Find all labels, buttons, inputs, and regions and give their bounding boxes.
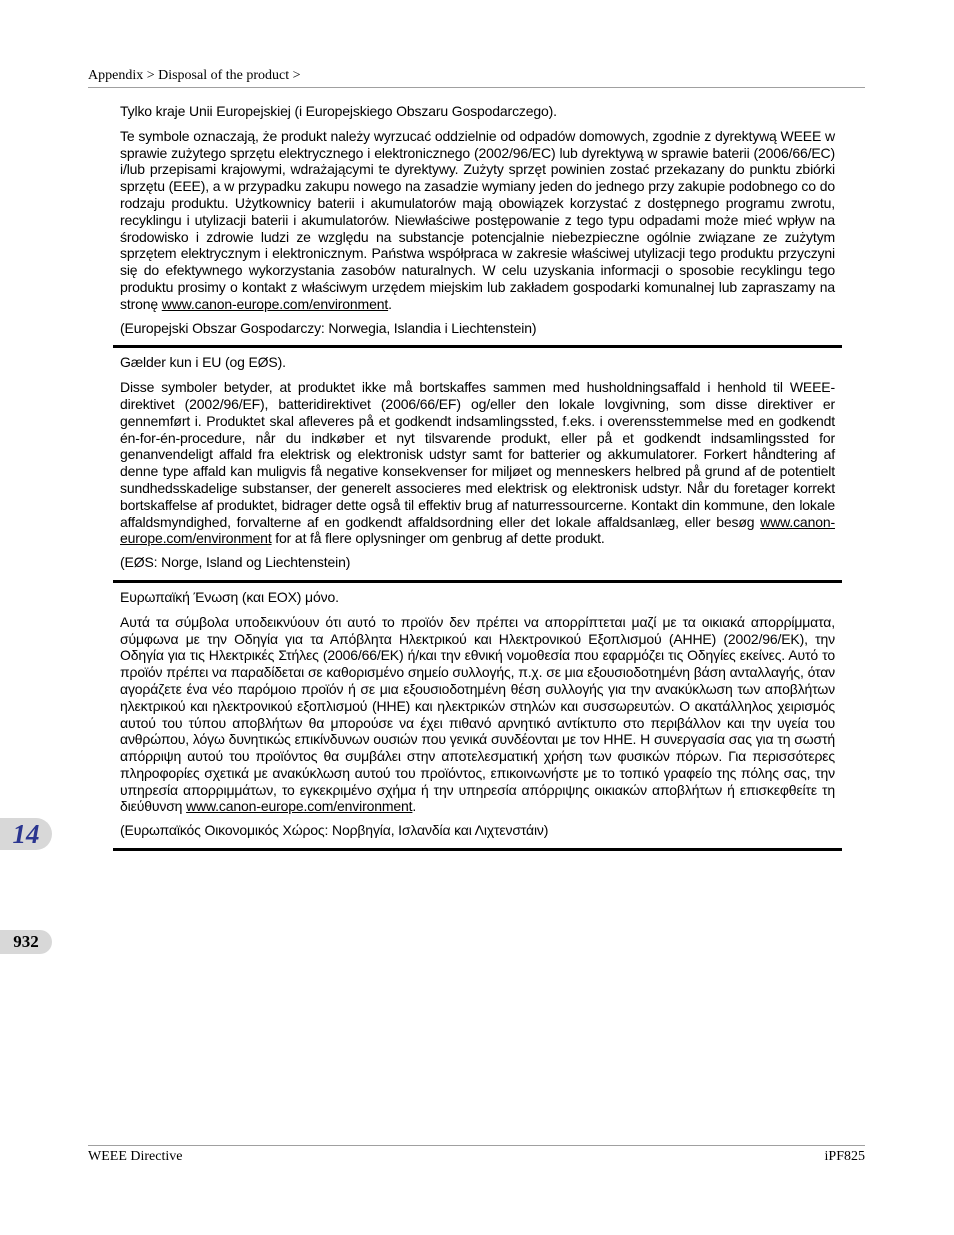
section-body: Αυτά τα σύμβολα υποδεικνύουν ότι αυτό το προϊόν δεν πρέπει να απορρίπτεται μαζί με τα οικιακά απορρίμματα, σύμφωνα με την Οδηγία για τα Απόβλητα Ηλεκτρικού και Ηλεκτρονικού Εξοπλισμού (ΑΗΗΕ) (2002/96/ΕΚ), την Οδηγία για τις Ηλεκτρικές Στήλες (2006/66/ΕΚ) ή/και την εθνική νομοθεσία που εφαρμόζει τις Οδηγίες εκείνες. Αυτό το προϊόν πρέπει να παραδίδεται σε καθορισμένο σημείο συλλογής, π.χ. σε μια εξουσιοδοτημένη βάση ανταλλαγής, όταν αγοράζετε ένα νέο παρόμοιο προϊόν ή σε μια εξουσιοδοτημένη θέση συλλογής για την ανακύκλωση των αποβλήτων ηλεκτρικού και ηλεκτρονικού εξοπλισμού (ΗΗΕ) και ηλεκτρικών στηλών και συσσωρευτών. Ο ακατάλληλος χειρισμός αυτού του τύπου αποβλήτων θα μπορούσε να έχει πιθανό αρνητικό αντίκτυπο στο περιβάλλον και την υγεία του ανθρώπου, λόγω δυνητικώς επικίνδυνων ουσιών που γενικά συνδέονται με τον ΗΗΕ. Η συνεργασία σας για τη σωστή απόρριψη αυτού του προϊόντος θα συμβάλει στην αποτελεσματική χρήση των φυσικών πόρων. Για περισσότερες πληροφορίες σχετικά με ανακύκλωση αυτού του προϊόντος, επικοινωνήστε με το τοπικό γραφείο της πόλης σας, την υπηρεσία απορριμμάτων, το εγκεκριμένο σχήμα ή την υπηρεσία απόρριψης οικιακών αποβλήτων ή επισκεφθείτε τη διεύθυνση www.canon-europe.com/environment. [120,613,835,815]
page-number: 932 [13,932,39,951]
section-heading: Tylko kraje Unii Europejskiej (i Europejskiego Obszaru Gospodarczego). [120,103,557,119]
page-footer [88,1145,865,1165]
section-footnote: (Ευρωπαϊκός Οικονομικός Χώρος: Νορβηγία, Ισλανδία και Λιχτενστάιν) [120,822,549,839]
environment-link[interactable]: www.canon-europe.com/environment [186,798,413,815]
footer-model-name: iPF825 [824,1149,865,1164]
breadcrumb-text: Appendix > Disposal of the product > [88,68,301,83]
section-footnote: (EØS: Norge, Island og Liechtenstein) [120,554,351,571]
section-heading: Gælder kun i EU (og EØS). [120,354,286,371]
page-number-tab [0,930,52,954]
section-body: Te symbole oznaczają, że produkt należy wyrzucać oddzielnie od odpadów domowych, zgodnie z dyrektywą WEEE w sprawie zużytego sprzętu elektrycznego i elektronicznego (2002/96/EC) lub dyrektywą w sprawie baterii (2006/66/EC) i/lub przepisami krajowymi, wdrażającymi te dyrektywy. Zużyty sprzęt powinien zostać przekazany do punktu zbiórki sprzętu (EEE), a w przypadku zakupu nowego na zasadzie wymiany jeden do jednego przy zakupie podobnego co do rodzaju produktu. Użytkownicy baterii i akumulatorów mają obowiązek korzystać z dostępnego programu zwrotu, recyklingu i utylizacji baterii i akumulatorów. Niewłaściwe postępowanie z tego typu odpadami może mieć wpływ na środowisko i zdrowie ludzi ze względu na substancje potencjalnie niebezpieczne ogólnie związane ze zużytym sprzętem elektrycznym i elektronicznym. Państwa współpraca w zakresie właściwej utylizacji tego produktu przyczyni się do efektywnego wykorzystania zasobów naturalnych. W celu uzyskania informacji o sposobie recyklingu tego produktu prosimy o kontakt z właściwym urzędem miejskim lub zakładem gospodarki komunalnej lub zapraszamy na stronę www.canon-europe.com/environment. [120,127,835,312]
environment-link[interactable]: www.canon-europe.com/environment [120,513,835,547]
environment-link[interactable]: www.canon-europe.com/environment [161,295,389,312]
section-polish [113,103,842,348]
section-footnote: (Europejski Obszar Gospodarczy: Norwegia, Islandia i Liechtenstein) [120,319,537,336]
section-heading: Ευρωπαϊκή Ένωση (και ΕΟΧ) μόνο. [120,588,339,605]
chapter-tab[interactable] [0,818,52,850]
section-greek [113,589,842,851]
footer-section-title: WEEE Directive [88,1149,183,1164]
document-body [113,103,842,857]
chapter-number: 14 [12,819,40,849]
section-danish [113,354,842,583]
breadcrumb [88,68,865,88]
section-body: Disse symboler betyder, at produktet ikke må bortskaffes sammen med husholdningsaffald i henhold til WEEE-direktivet (2002/96/EF), batteridirektivet (2006/66/EF) og/eller den lokale lovgivning, som disse direktiver er gennemført i. Produktet skal afleveres på et godkendt indsamlingssted, f.eks. i overensstemmelse med en godkendt én-for-én-procedure, når du indkøber et nyt tilsvarende produkt, eller på et godkendt indsamlingssted for genanvendeligt affald fra elektrisk og elektronisk udstyr samt for batterier og akkumulatorer. Forkert håndtering af denne type affald kan muligvis få negative konsekvenser for miljøet og menneskers helbred på grund af de potentielt sundhedsskadelige substanser, der generelt associeres med elektrisk og elektronisk udstyr. Når du foretager korrekt bortskaffelse af produktet, bidrager dette også til effektiv brug af naturressourcerne. Kontakt din kommune, den lokale affaldsmyndighed, forvalterne af en godkendt affaldsordning eller det lokale affaldsanlæg, eller besøg www.canon-europe.com/environment for at få flere oplysninger om genbrug af dette produkt. [120,379,835,547]
